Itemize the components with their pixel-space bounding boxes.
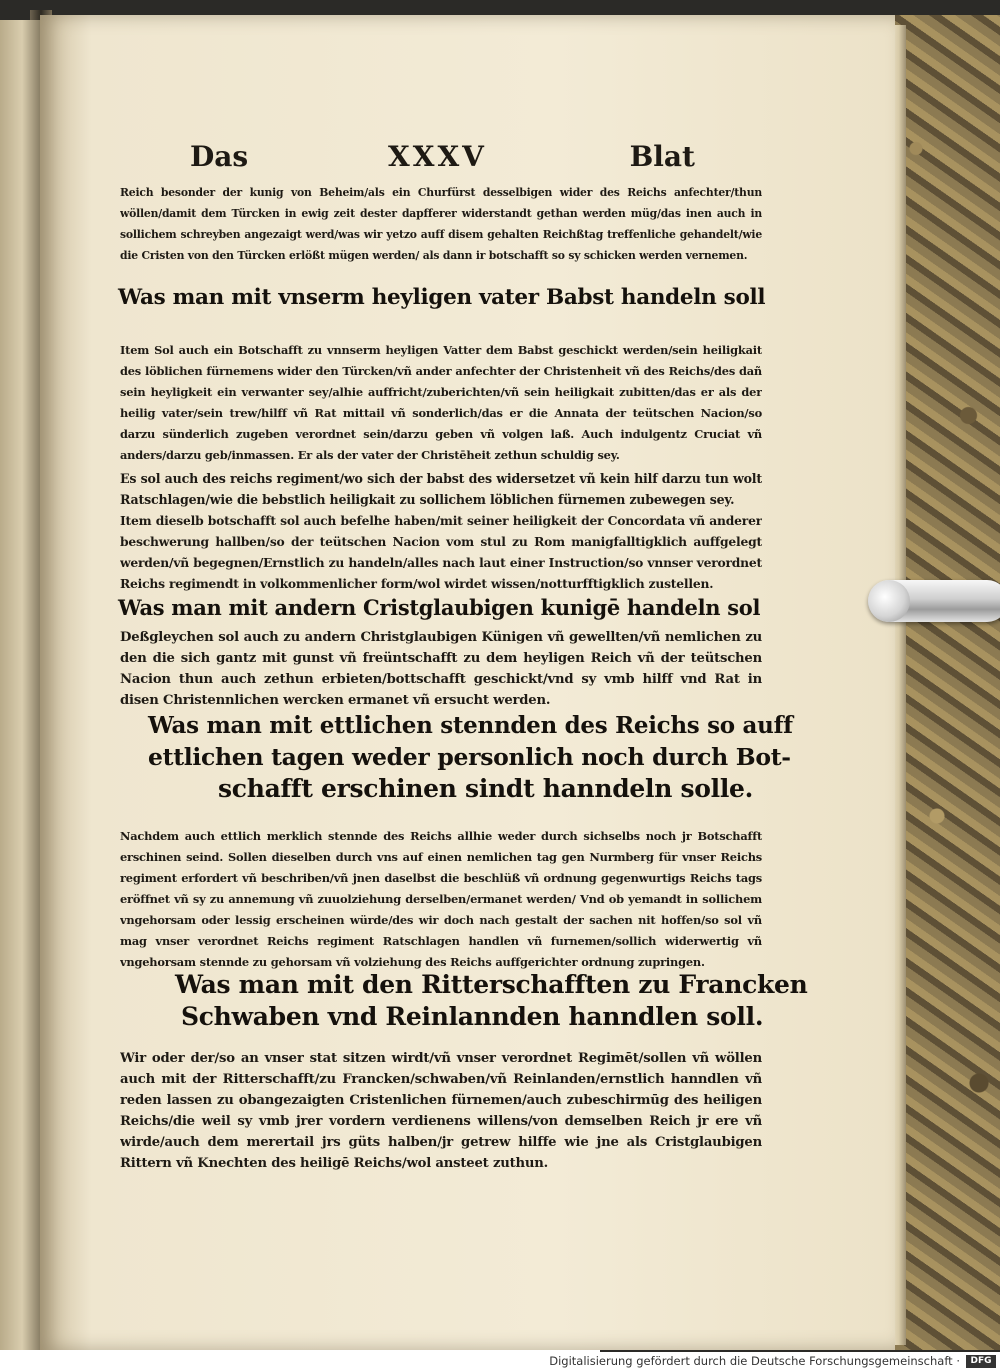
heading-stennde-line-1: Was man mit ettlichen stennden des Reichs so auff bbox=[148, 712, 793, 739]
paragraph-stennde: Nachdem auch ettlich merklich stennde des Reichs allhie weder durch sichselbs noch jr Botschafft erschinen seind. Sollen dieselben durch vns auf einen nemlichen tag gen Nurmberg für vnser Reichs regiment erfordert vñ beschriben/vñ jnen daselbst die beschlüß vñ ordnung gegenwurtigs Reichs tags eröffnet vñ sy zu annemung vñ zuuolziehung derselben/ermanet werden/ Vnd ob yemandt in sollichem vngehorsam oder lessig erscheinen würde/des wir doch nach gestalt der sachen nit hoffen/so sol vñ mag vnser verordnet Reichs regiment Ratschlagen handlen vñ furnemen/sollich widerwertig vñ vngehorsam stennde zu gehorsam vñ volziehung des Reichs auffgerichter ordnung zupringen. bbox=[120, 829, 762, 969]
paragraph-intro: Reich besonder der kunig von Beheim/als ein Churfürst desselbigen wider des Reichs anfechter/thun wöllen/damit dem Türcken in ewig zeit dester dapfferer widerstandt gethan werden müg/das inen auch in sollichem schreyben angezaigt werd/was wir yetzo auff disem gehalten Reichßtag treffenliche gehandelt/wie die Cristen von den Türcken erlößt mügen werden/ als dann ir botschafft so sy schicken werden vernemen. bbox=[120, 186, 762, 262]
running-head-left: Das bbox=[190, 140, 249, 173]
running-head bbox=[190, 140, 695, 176]
paragraph-ritterschafft: Wir oder der/so an vnser stat sitzen wirdt/vñ vnser verordnet Regimēt/sollen vñ wöllen auch mit der Ritterschafft/zu Francken/schwaben/vñ Reinlanden/ernstlich hanndlen vñ reden lassen zu obangezaigten Cristenlichen fürnemen/auch zubeschirmūg des heiligen Reichs/die weil sy vmb jrer vordern verdienens willens/von demselben Reich jr ere vñ wirde/auch dem merertail jrs güts halben/jr getrew hilffe wie jne als Cristglaubigen Rittern vñ Knechten des heiligē Reichs/wol ansteet zuthun. bbox=[120, 1051, 762, 1171]
footer-credit bbox=[549, 1352, 1000, 1372]
heading-stennde bbox=[148, 712, 793, 812]
paragraph-babst-1: Item Sol auch ein Botschafft zu vnnserm heyligen Vatter dem Babst geschickt werden/sein heiligkait des löblichen fürnemens wider den Türcken/vñ ander anfechter der Christenheit vñ des Reichs/des dañ sein heyligkeit ein verwanter sey/alhie auffricht/zuberichten/vñ sein heiligkait zubitten/das er als der heilig vater/sein trew/hilff vñ Rat mittail vñ sonderlich/das er die Annata der teütschen Nacion/so darzu sünderlich zugeben verordnet sein/darzu geben vñ volgen laß. Auch indulgentz Cruciat vñ anders/darzu geb/inmassen. Er als der vater der Christēheit zethun schuldig sey. bbox=[120, 343, 762, 462]
paragraph-babst-2: Es sol auch des reichs regiment/wo sich der babst des widersetzet vñ kein hilf darzu tun wolt Ratschlagen/wie die bebstlich heiligkait zu sollichem löblichen fürnemen zubewegen sey. bbox=[120, 471, 762, 507]
heading-kunige: Was man mit andern Cristglaubigen kunigē handeln sol bbox=[118, 595, 761, 620]
footer-credit-text: Digitalisierung gefördert durch die Deutsche Forschungsgemeinschaft · bbox=[549, 1354, 960, 1368]
heading-ritterschafft-line-2: Schwaben vnd Reinlannden hanndlen soll. bbox=[181, 1002, 764, 1031]
heading-ritterschafft bbox=[175, 970, 808, 1040]
facing-page-edge bbox=[0, 20, 40, 1350]
heading-ritterschafft-line-1: Was man mit den Ritterschafften zu Francken bbox=[175, 970, 808, 999]
bottom-band bbox=[0, 1350, 600, 1372]
paragraph-kunige: Deßgleychen sol auch zu andern Christglaubigen Künigen vñ gewellten/vñ nemlichen zu den die sich gantz mit gunst vñ freüntschafft zu dem heyligen Reich vñ der teütschen Nacion thun auch zethun erbieten/bottschafft geschickt/vnd sy vmb hilff vnd Rat in disen Christennlichen wercken ermanet vñ ersucht werden. bbox=[120, 630, 762, 708]
running-head-right: Blat bbox=[629, 140, 695, 173]
folio-number: XXXV bbox=[388, 140, 487, 173]
marbled-cover-board bbox=[895, 15, 1000, 1350]
dfg-logo: DFG bbox=[966, 1355, 996, 1368]
heading-stennde-line-3: schafft erschinen sindt hanndeln solle. bbox=[218, 774, 754, 803]
heading-stennde-line-2: ettlichen tagen weder personlich noch durch Bot- bbox=[148, 743, 791, 771]
paragraph-babst-3: Item dieselb botschafft sol auch befelhe haben/mit seiner heiligkeit der Concordata vñ anderer beschwerung hallben/so der teütschen Nacion vom stul zu Rom manigfalltigklich auffgelegt werden/vñ begegnen/Ernstlich zu handeln/alles nach laut einer Instruction/so vnnser verordnet Reichs regimendt in volkommenlicher form/wol wirdet wissen/notturfftigklich zustellen. bbox=[120, 513, 762, 591]
heading-babst: Was man mit vnserm heyligen vater Babst handeln soll bbox=[118, 285, 766, 310]
glass-page-weight-tip bbox=[868, 580, 910, 622]
